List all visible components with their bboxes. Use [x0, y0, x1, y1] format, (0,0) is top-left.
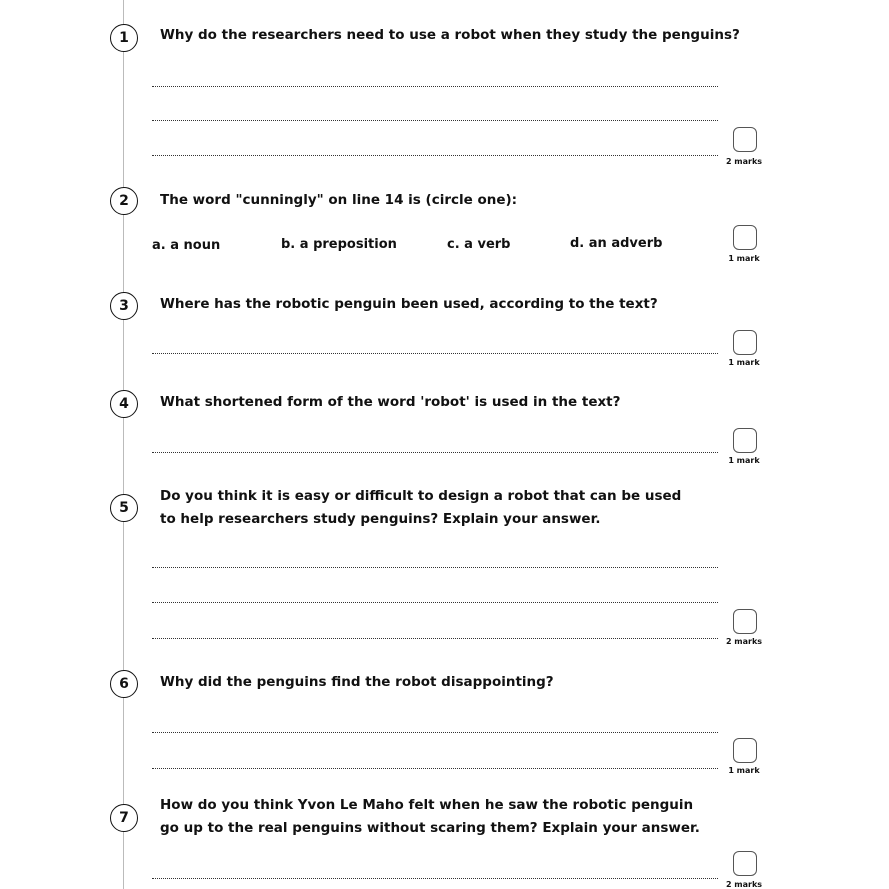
answer-line[interactable]	[152, 878, 718, 879]
question-6-text: Why did the penguins find the robot disappointing?	[160, 674, 554, 690]
question-number-2: 2	[110, 187, 138, 215]
question-number-3: 3	[110, 292, 138, 320]
mark-box	[733, 851, 757, 876]
question-number-1: 1	[110, 24, 138, 52]
question-5-text-line-1: Do you think it is easy or difficult to design a robot that can be used	[160, 488, 682, 504]
answer-line[interactable]	[152, 602, 718, 603]
margin-line	[123, 0, 124, 889]
mark-box	[733, 225, 757, 250]
question-7-text-line-2: go up to the real penguins without scaring them? Explain your answer.	[160, 820, 700, 836]
question-2-text: The word "cunningly" on line 14 is (circle one):	[160, 192, 518, 208]
marks-label: 1 mark	[728, 254, 760, 263]
question-number-4: 4	[110, 390, 138, 418]
answer-line[interactable]	[152, 732, 718, 733]
question-3-text: Where has the robotic penguin been used, according to the text?	[160, 296, 658, 312]
option-a[interactable]: a. a noun	[152, 238, 221, 253]
marks-label: 1 mark	[728, 456, 760, 465]
option-c[interactable]: c. a verb	[447, 237, 511, 252]
mark-box	[733, 609, 757, 634]
answer-line[interactable]	[152, 155, 718, 156]
question-number-7: 7	[110, 804, 138, 832]
marks-label: 1 mark	[728, 766, 760, 775]
marks-label: 2 marks	[725, 157, 763, 166]
marks-label: 2 marks	[725, 637, 763, 646]
mark-box	[733, 738, 757, 763]
answer-line[interactable]	[152, 567, 718, 568]
question-1-text: Why do the researchers need to use a robot when they study the penguins?	[160, 27, 740, 43]
answer-line[interactable]	[152, 120, 718, 121]
mark-box	[733, 127, 757, 152]
answer-line[interactable]	[152, 353, 718, 354]
option-b[interactable]: b. a preposition	[281, 237, 397, 252]
question-5-text-line-2: to help researchers study penguins? Explain your answer.	[160, 511, 601, 527]
question-7-text-line-1: How do you think Yvon Le Maho felt when he saw the robotic penguin	[160, 797, 694, 813]
mark-box	[733, 428, 757, 453]
answer-line[interactable]	[152, 638, 718, 639]
mark-box	[733, 330, 757, 355]
answer-line[interactable]	[152, 86, 718, 87]
marks-label: 1 mark	[728, 358, 760, 367]
question-4-text: What shortened form of the word 'robot' is used in the text?	[160, 394, 621, 410]
question-number-5: 5	[110, 494, 138, 522]
marks-label: 2 marks	[725, 880, 763, 889]
question-number-6: 6	[110, 670, 138, 698]
answer-line[interactable]	[152, 452, 718, 453]
option-d[interactable]: d. an adverb	[570, 236, 663, 251]
answer-line[interactable]	[152, 768, 718, 769]
